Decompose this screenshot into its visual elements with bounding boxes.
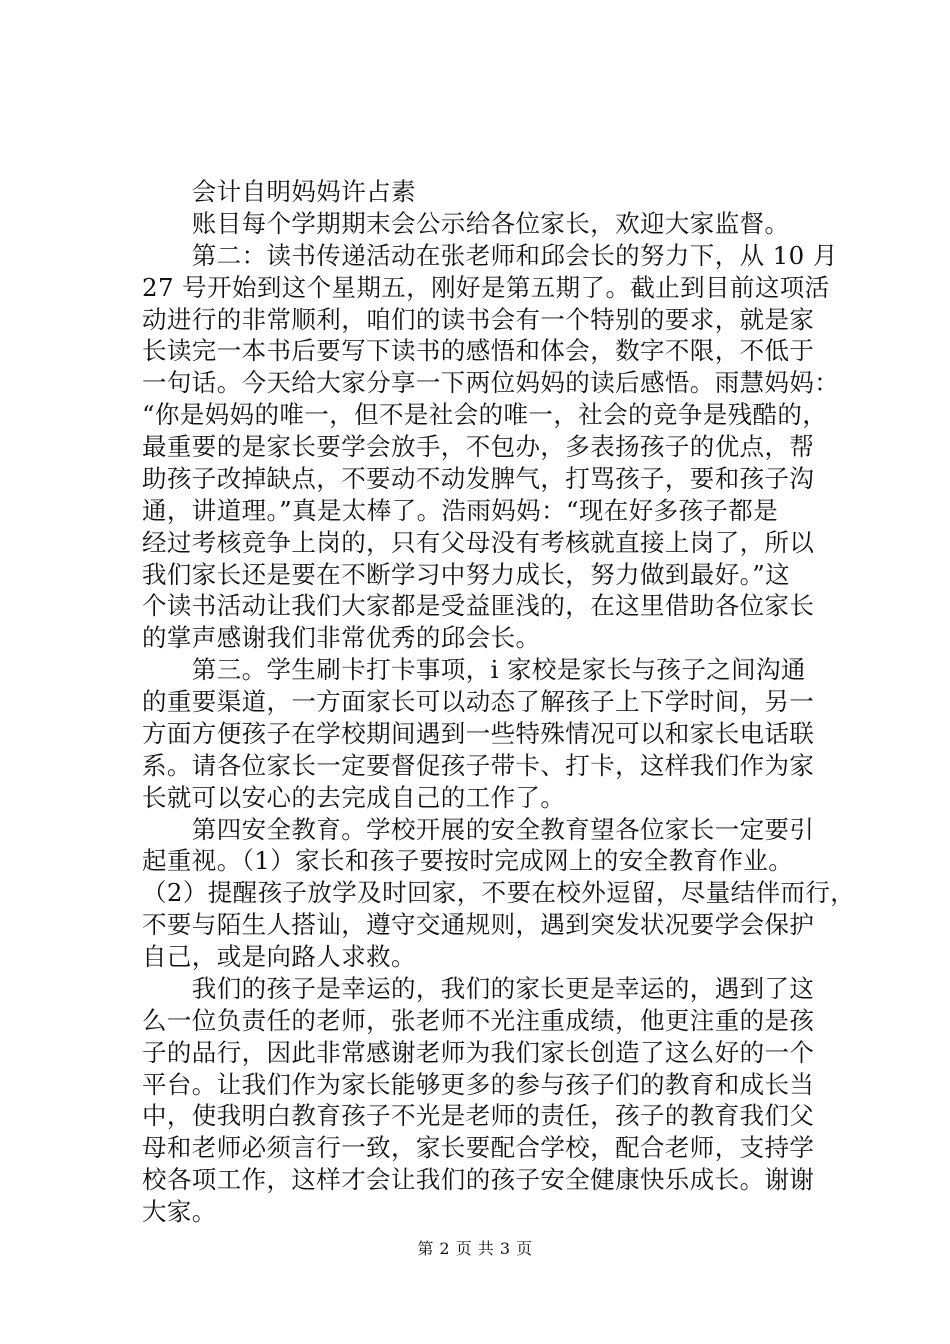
text-line: 第三。学生刷卡打卡事项，i 家校是家长与孩子之间沟通	[142, 655, 806, 685]
text-line: 的重要渠道，一方面家长可以动态了解孩子上下学时间，另一	[142, 687, 815, 716]
text-line: 第二：读书传递活动在张老师和邱会长的努力下，从 10 月	[142, 240, 838, 270]
text-line: 我们家长还是要在不断学习中努力成长，努力做到最好。”这	[142, 559, 791, 589]
text-line: 长就可以安心的去完成自己的工作了。	[142, 782, 566, 812]
text-line: 系。请各位家长一定要督促孩子带卡、打卡，这样我们作为家	[142, 750, 815, 780]
text-line: 子的品行，因此非常感谢老师为我们家长创造了这么好的一个	[142, 1037, 815, 1067]
text-line: 么一位负责任的老师，张老师不光注重成绩，他更注重的是孩	[142, 1005, 815, 1035]
text-line: 我们的孩子是幸运的，我们的家长更是幸运的，遇到了这	[142, 973, 815, 1003]
text-line: 经过考核竞争上岗的，只有父母没有考核就直接上岗了，所以	[142, 527, 815, 557]
text-line: 方面方便孩子在学校期间遇到一些特殊情况可以和家长电话联	[142, 718, 815, 748]
text-line: 校各项工作，这样才会让我们的孩子安全健康快乐成长。谢谢	[142, 1165, 815, 1195]
page-number-footer: 第 2 页 共 3 页	[417, 1239, 533, 1258]
text-line: 长读完一本书后要写下读书的感悟和体会，数字不限，不低于	[142, 336, 815, 366]
text-line: 大家。	[142, 1197, 217, 1226]
text-line: （2）提醒孩子放学及时回家，不要在校外逗留，尽量结伴而行，	[142, 878, 856, 908]
text-line: 不要与陌生人搭讪，遵守交通规则，遇到突发状况要学会保护	[142, 910, 815, 940]
text-line: 的掌声感谢我们非常优秀的邱会长。	[142, 623, 541, 653]
text-line: 最重要的是家长要学会放手，不包办，多表扬孩子的优点，帮	[142, 432, 815, 461]
text-line: 动进行的非常顺利，咱们的读书会有一个特别的要求，就是家	[142, 304, 815, 334]
text-line: 平台。让我们作为家长能够更多的参与孩子们的教育和成长当	[142, 1069, 815, 1099]
text-line: 个读书活动让我们大家都是受益匪浅的，在这里借助各位家长	[142, 591, 815, 621]
text-line: 通，讲道理。”真是太棒了。浩雨妈妈：“现在好多孩子都是	[142, 495, 779, 525]
text-line: 母和老师必须言行一致，家长要配合学校，配合老师，支持学	[142, 1133, 815, 1163]
text-line: 账目每个学期期末会公示给各位家长，欢迎大家监督。	[142, 208, 790, 238]
text-line: 会计自明妈妈许占素	[142, 177, 416, 206]
text-line: 自己，或是向路人求救。	[142, 942, 416, 971]
text-line: 中，使我明白教育孩子不光是老师的责任，孩子的教育我们父	[142, 1101, 815, 1131]
text-line: 第四安全教育。学校开展的安全教育望各位家长一定要引	[142, 814, 815, 844]
text-line: 助孩子改掉缺点，不要动不动发脾气，打骂孩子，要和孩子沟	[142, 463, 815, 493]
text-line: “你是妈妈的唯一，但不是社会的唯一，社会的竞争是残酷的，	[142, 400, 828, 430]
text-line: 一句话。今天给大家分享一下两位妈妈的读后感悟。雨慧妈妈：	[142, 368, 840, 398]
text-line: 27 号开始到这个星期五，刚好是第五期了。截止到目前这项活	[142, 272, 830, 302]
text-line: 起重视。（1）家长和孩子要按时完成网上的安全教育作业。	[142, 846, 794, 876]
